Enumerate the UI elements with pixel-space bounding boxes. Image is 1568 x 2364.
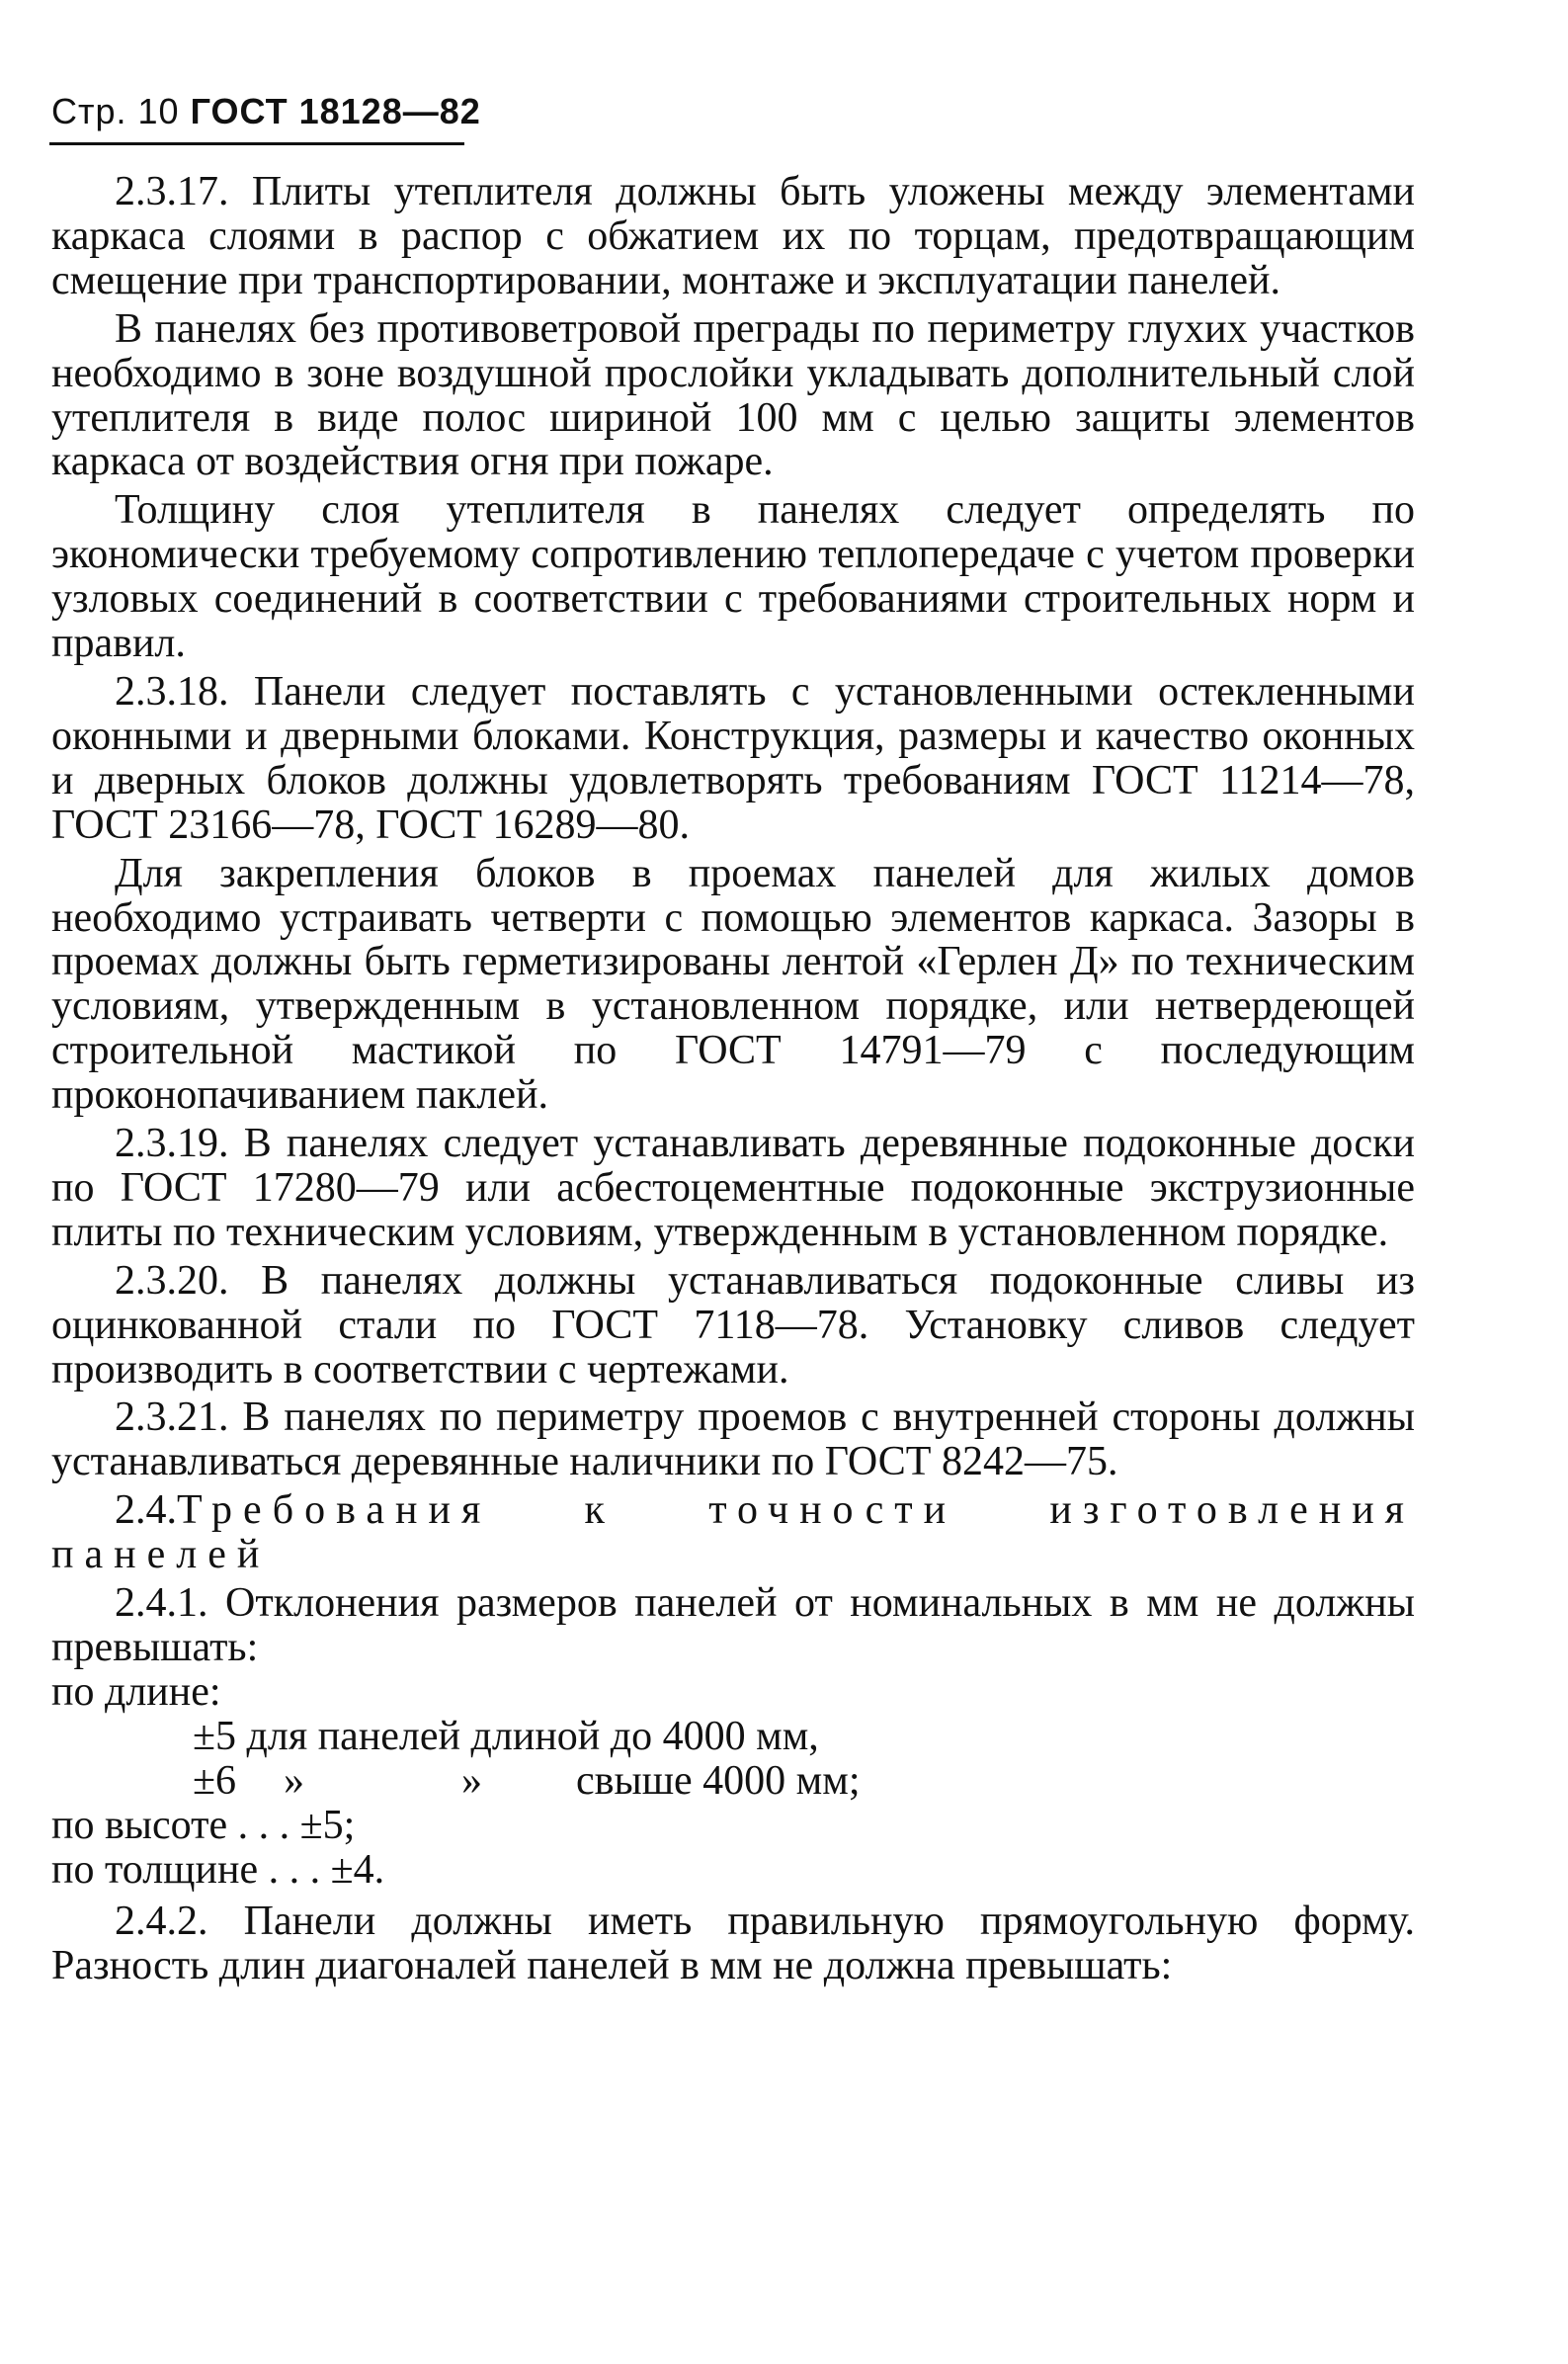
paragraph-windbreak: В панелях без противоветровой преграды по периметру глухих участков необходимо в зоне воздушной прослойки укладывать дополнительный слой утеплителя в виде полос шириной 100 мм с целью защиты элементов каркаса от воздействия огня при пожаре. <box>51 305 1415 485</box>
length-row-2-rest: свыше 4000 мм; <box>576 1757 861 1804</box>
section-title: Требования к точности изготовления панелей <box>51 1487 1415 1578</box>
length-row-2-value: ±6 <box>193 1757 237 1804</box>
page-header <box>51 91 481 132</box>
page-number: Стр. 10 <box>51 91 180 131</box>
by-length-label: по длине: <box>51 1668 221 1715</box>
section-heading-2-4 <box>51 1488 1415 1577</box>
clause-2-3-17: 2.3.17. Плиты утеплителя должны быть уложены между элементами каркаса слоями в распор с обжатием их по торцам, предотвращающим смещение при транспортировании, монтаже и эксплуатации панелей. <box>51 169 1415 303</box>
clause-2-3-18: 2.3.18. Панели следует поставлять с установленными остекленными оконными и дверными блоками. Конструкция, размеры и качество оконных и дверных блоков должны удовлетворять требованиям ГОСТ 11214—78, ГОСТ 23166—78, ГОСТ 16289—80. <box>51 668 1415 848</box>
clause-2-3-20: 2.3.20. В панелях должны устанавливаться подоконные сливы из оцинкованной стали по ГОСТ 7118—78. Установку сливов следует производить в соответствии с чертежами. <box>51 1257 1415 1393</box>
clause-2-3-21: 2.3.21. В панелях по периметру проемов с внутренней стороны должны устанавливаться деревянные наличники по ГОСТ 8242—75. <box>51 1394 1415 1485</box>
document-body <box>51 170 1415 1992</box>
header-rule <box>49 142 464 145</box>
clause-2-4-1: 2.4.1. Отклонения размеров панелей от номинальных в мм не должны превышать: <box>51 1580 1415 1670</box>
ditto-mark: » <box>284 1757 304 1804</box>
ditto-mark: » <box>461 1757 482 1804</box>
length-tolerance-row-2 <box>51 1759 1415 1804</box>
length-tolerance-row-1: ±5 для панелей длиной до 4000 мм, <box>193 1713 819 1759</box>
standard-number: ГОСТ 18128—82 <box>190 91 481 131</box>
thickness-tolerance: по толщине . . . ±4. <box>51 1846 385 1893</box>
paragraph-insulation-thickness: Толщину слоя утеплителя в панелях следует определять по экономически требуемому сопротивлению теплопередаче с учетом проверки узловых соединений в соответствии с требованиями строительных норм и правил. <box>51 487 1415 667</box>
clause-2-3-19: 2.3.19. В панелях следует устанавливать деревянные подоконные доски по ГОСТ 17280—79 или асбестоцементные подоконные экструзионные плиты по техническим условиям, утвержденным в установленном порядке. <box>51 1121 1415 1255</box>
clause-2-4-2: 2.4.2. Панели должны иметь правильную прямоугольную форму. Разность длин диагоналей панелей в мм не должна превышать: <box>51 1899 1415 1989</box>
section-number: 2.4. <box>115 1487 177 1534</box>
height-tolerance: по высоте . . . ±5; <box>51 1802 356 1848</box>
paragraph-fixing-blocks: Для закрепления блоков в проемах панелей для жилых домов необходимо устраивать четверти с помощью элементов каркаса. Зазоры в проемах должны быть герметизированы лентой «Герлен Д» по техническим условиям, утвержденным в установленном порядке, или нетвердеющей строительной мастикой по ГОСТ 14791—79 с последующим проконопачиванием паклей. <box>51 850 1415 1119</box>
